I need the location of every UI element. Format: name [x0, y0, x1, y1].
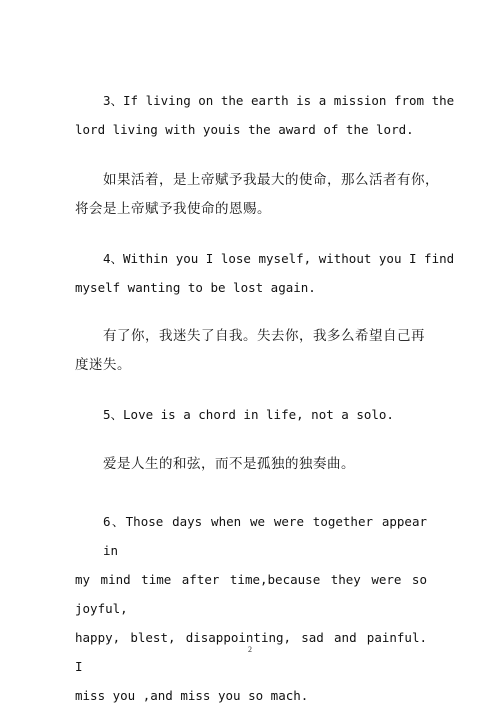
paragraph-3-english — [75, 86, 455, 144]
paragraph-5-english — [75, 400, 427, 429]
text-line: 有了你，我迷失了自我。失去你，我多么希望自己再 — [103, 328, 425, 344]
text-line: 如果活着，是上帝赋予我最大的使命，那么活者有你， — [103, 172, 439, 188]
paragraph-6-english — [75, 507, 427, 710]
document-page — [75, 0, 455, 708]
page-number: 2 — [248, 645, 252, 654]
text-line: my mind time after time,because they were so joyful, — [75, 572, 427, 616]
text-line: miss you ,and miss you so mach. — [75, 688, 309, 703]
paragraph-4-english — [75, 244, 455, 302]
paragraph-5-chinese — [75, 450, 427, 479]
text-line: lord living with youis the award of the lord. — [75, 122, 414, 137]
text-line: myself wanting to be lost again. — [75, 280, 316, 295]
paragraph-3-chinese — [75, 166, 439, 224]
paragraph-4-chinese — [75, 322, 427, 380]
text-line: 6、Those days when we were together appear in — [103, 514, 427, 558]
text-line: 将会是上帝赋予我使命的恩赐。 — [75, 201, 271, 217]
text-line: 度迷失。 — [75, 357, 131, 373]
text-line: 5、Love is a chord in life, not a solo. — [103, 407, 394, 422]
text-line: happy, blest, disappointing, sad and painful. I — [75, 630, 427, 674]
text-line: 4、Within you I lose myself, without you I find — [103, 251, 455, 266]
text-line: 爱是人生的和弦，而不是孤独的独奏曲。 — [103, 456, 355, 472]
text-line: 3、If living on the earth is a mission from the — [103, 93, 455, 108]
